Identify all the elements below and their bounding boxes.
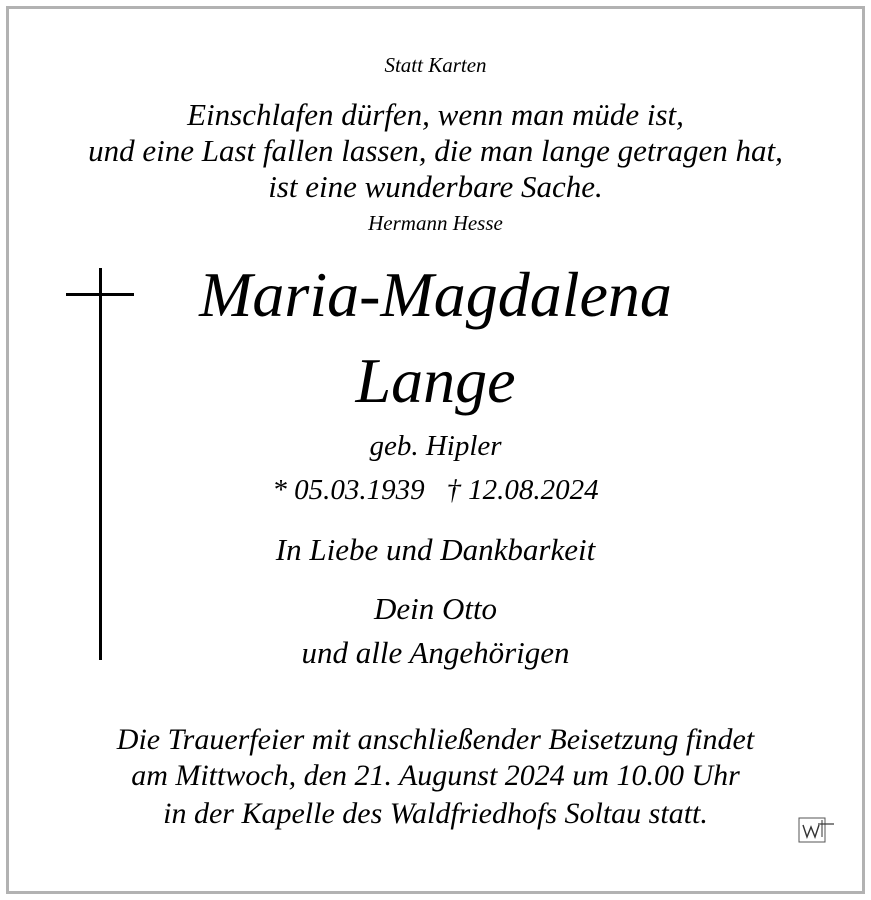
publisher-monogram-icon xyxy=(798,815,836,845)
statt-karten: Statt Karten xyxy=(384,53,487,77)
mourner-name: Dein Otto xyxy=(373,591,498,626)
service-line-1: Die Trauerfeier mit anschließender Beisetzung findet xyxy=(116,723,755,756)
deceased-last-name: Lange xyxy=(355,345,516,416)
poem-line-2: und eine Last fallen lassen, die man lange getragen hat, xyxy=(88,133,783,168)
service-line-3: in der Kapelle des Waldfriedhofs Soltau statt. xyxy=(163,797,708,830)
poem-author: Hermann Hesse xyxy=(368,211,503,235)
service-line-2: am Mittwoch, den 21. Augunst 2024 um 10.00 Uhr xyxy=(131,759,740,792)
poem-line-1: Einschlafen dürfen, wenn man müde ist, xyxy=(187,97,684,132)
dedication: In Liebe und Dankbarkeit xyxy=(275,532,596,567)
life-dates: * 05.03.1939 † 12.08.2024 xyxy=(272,474,599,506)
deceased-first-name: Maria-Magdalena xyxy=(199,259,672,330)
birth-name: geb. Hipler xyxy=(369,430,502,462)
poem-line-3: ist eine wunderbare Sache. xyxy=(268,169,603,204)
mourner-family: und alle Angehörigen xyxy=(301,635,570,670)
